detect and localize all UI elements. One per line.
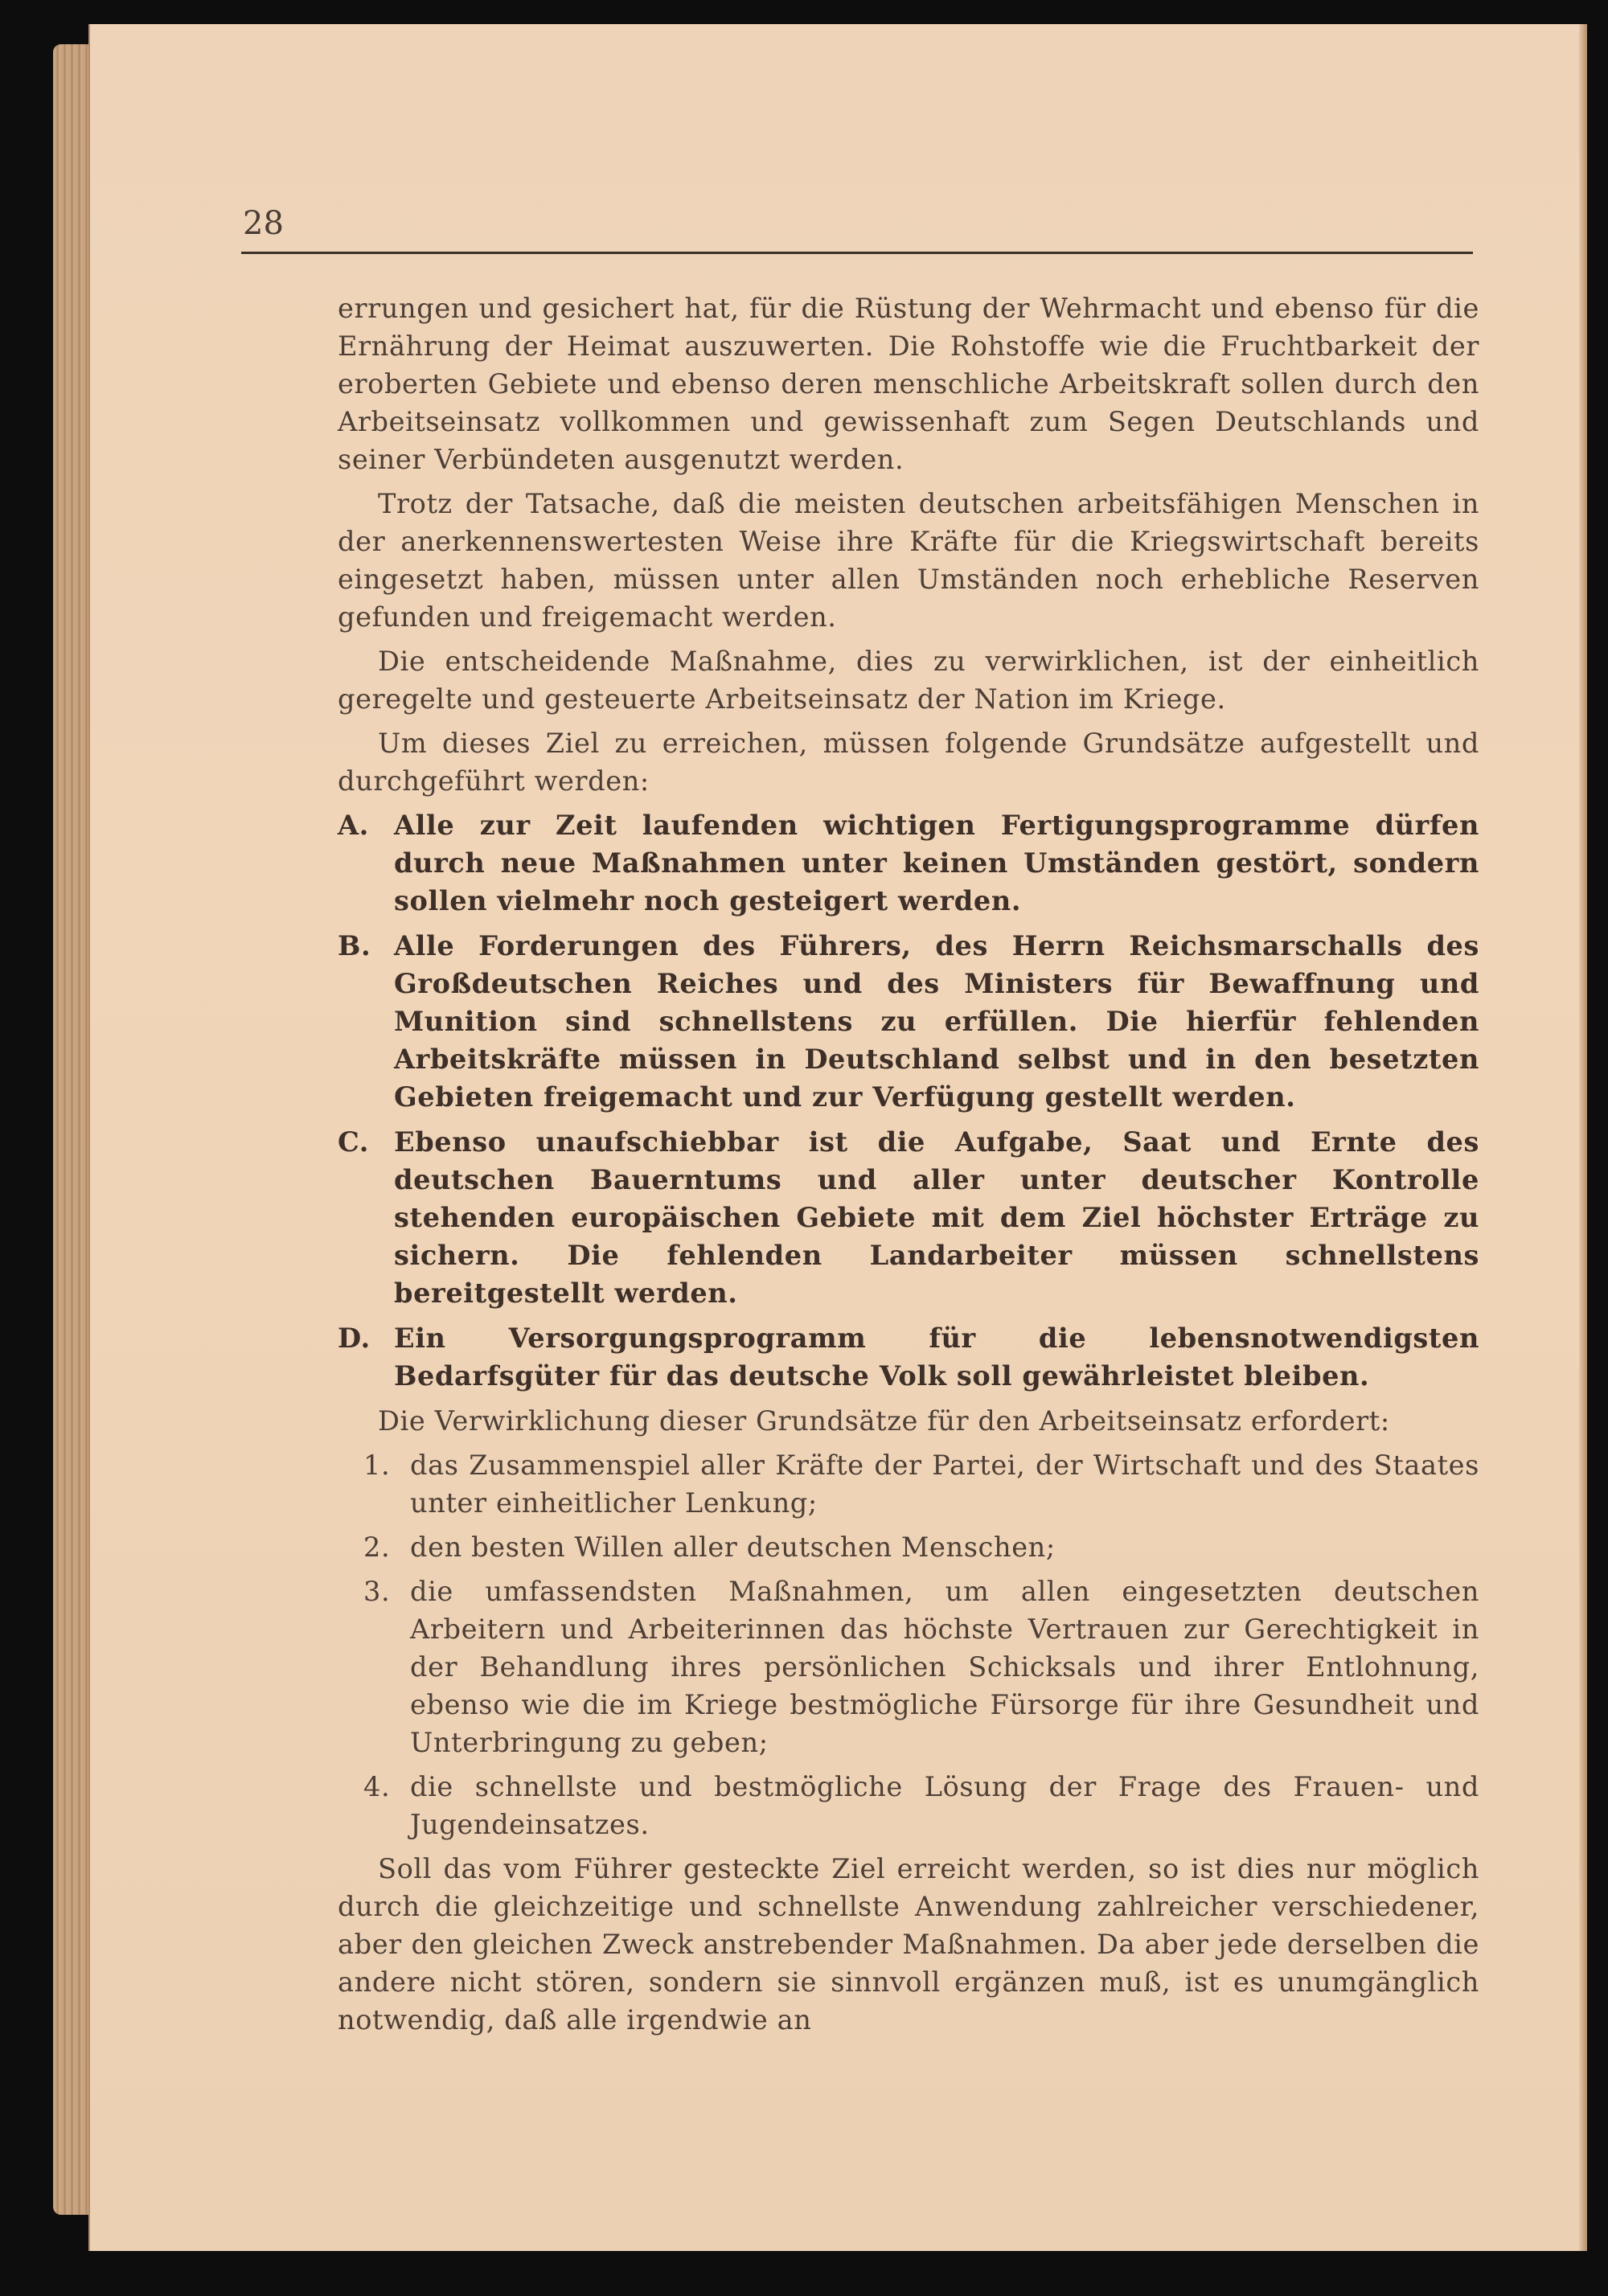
requirements-list: [338, 1446, 1479, 1843]
principle-letter: B.: [338, 929, 371, 961]
header-rule: [241, 252, 1473, 254]
requirement-text: den besten Willen aller deutschen Menschen;: [410, 1531, 1056, 1563]
requirement-item: [338, 1768, 1479, 1843]
principle-item: [338, 1123, 1479, 1312]
page-shadow-edge: [1579, 24, 1587, 2251]
principle-text: Alle zur Zeit laufenden wichtigen Fertigungsprogramme dürfen durch neue Maßnahmen unter keinen Umständen gestört, sondern sollen vielmehr noch gesteigert werden.: [394, 809, 1479, 916]
principle-item: [338, 806, 1479, 920]
intro-paragraph: errungen und gesichert hat, für die Rüstung der Wehrmacht und ebenso für die Ernährung der Heimat auszuwerten. Die Rohstoffe wie die Fruchtbarkeit der eroberten Gebiete und ebenso deren menschliche Arbeitskraft sollen durch den Arbeitseinsatz vollkommen und gewissenhaft zum Segen Deutschlands und seiner Verbündeten ausgenutzt werden.: [338, 293, 1479, 475]
paragraph-decisive-measure: Die entscheidende Maßnahme, dies zu verwirklichen, ist der einheitlich geregelte und gesteuerte Arbeitseinsatz der Nation im Kriege.: [338, 646, 1479, 715]
principles-list: [338, 806, 1479, 1395]
requirement-item: [338, 1446, 1479, 1522]
requirement-number: 1.: [363, 1449, 391, 1481]
paragraph-reserves: Trotz der Tatsache, daß die meisten deutschen arbeitsfähigen Menschen in der anerkennenswertesten Weise ihre Kräfte für die Kriegswirtschaft bereits eingesetzt haben, müssen unter allen Umständen noch erhebliche Reserven gefunden und freigemacht werden.: [338, 488, 1479, 633]
requirement-number: 4.: [363, 1771, 391, 1802]
requirement-item: [338, 1528, 1479, 1566]
principle-letter: C.: [338, 1125, 370, 1158]
paragraph-principles-intro: Um dieses Ziel zu erreichen, müssen folgende Grundsätze aufgestellt und durchgeführt werden:: [338, 728, 1479, 797]
requirement-item: [338, 1572, 1479, 1761]
paragraph-requirements-intro: Die Verwirklichung dieser Grundsätze für den Arbeitseinsatz erfordert:: [378, 1405, 1390, 1437]
principle-text: Ein Versorgungsprogramm für die lebensnotwendigsten Bedarfsgüter für das deutsche Volk soll gewährleistet bleiben.: [394, 1322, 1479, 1392]
principle-letter: A.: [338, 809, 369, 841]
principle-item: [338, 927, 1479, 1116]
page-number: 28: [243, 205, 284, 242]
requirement-text: die umfassendsten Maßnahmen, um allen eingesetzten deutschen Arbeitern und Arbeiterinnen das höchste Vertrauen zur Gerechtigkeit in der Behandlung ihres persönlichen Schicksals und ihrer Entlohnung, ebenso wie die im Kriege bestmögliche Fürsorge für ihre Gesundheit und Unterbringung zu geben;: [410, 1576, 1479, 1758]
principle-letter: D.: [338, 1322, 371, 1354]
principle-text: Alle Forderungen des Führers, des Herrn Reichsmarschalls des Großdeutschen Reiches und des Ministers für Bewaffnung und Munition sind schnellstens zu erfüllen. Die hierfür fehlenden Arbeitskräfte müssen in Deutschland selbst und in den besetzten Gebieten freigemacht und zur Verfügung gestellt werden.: [394, 929, 1479, 1113]
page-body: [338, 289, 1479, 2045]
principle-text: Ebenso unaufschiebbar ist die Aufgabe, Saat und Ernte des deutschen Bauerntums und aller unter deutscher Kontrolle stehenden europäischen Gebiete mit dem Ziel höchster Erträge zu sichern. Die fehlenden Landarbeiter müssen schnellstens bereitgestellt werden.: [394, 1125, 1479, 1309]
requirement-text: das Zusammenspiel aller Kräfte der Partei, der Wirtschaft und des Staates unter einheitlicher Lenkung;: [410, 1449, 1479, 1519]
paragraph-closing: Soll das vom Führer gesteckte Ziel erreicht werden, so ist dies nur möglich durch die gleichzeitige und schnellste Anwendung zahlreicher verschiedener, aber den gleichen Zweck anstrebender Maßnahmen. Da aber jede derselben die andere nicht stören, sondern sie sinnvoll ergänzen muß, ist es unumgänglich notwendig, daß alle irgendwie an: [338, 1853, 1479, 2036]
requirement-number: 3.: [363, 1576, 391, 1607]
requirement-number: 2.: [363, 1531, 391, 1563]
requirement-text: die schnellste und bestmögliche Lösung der Frage des Frauen- und Jugendeinsatzes.: [410, 1771, 1479, 1840]
principle-item: [338, 1319, 1479, 1395]
